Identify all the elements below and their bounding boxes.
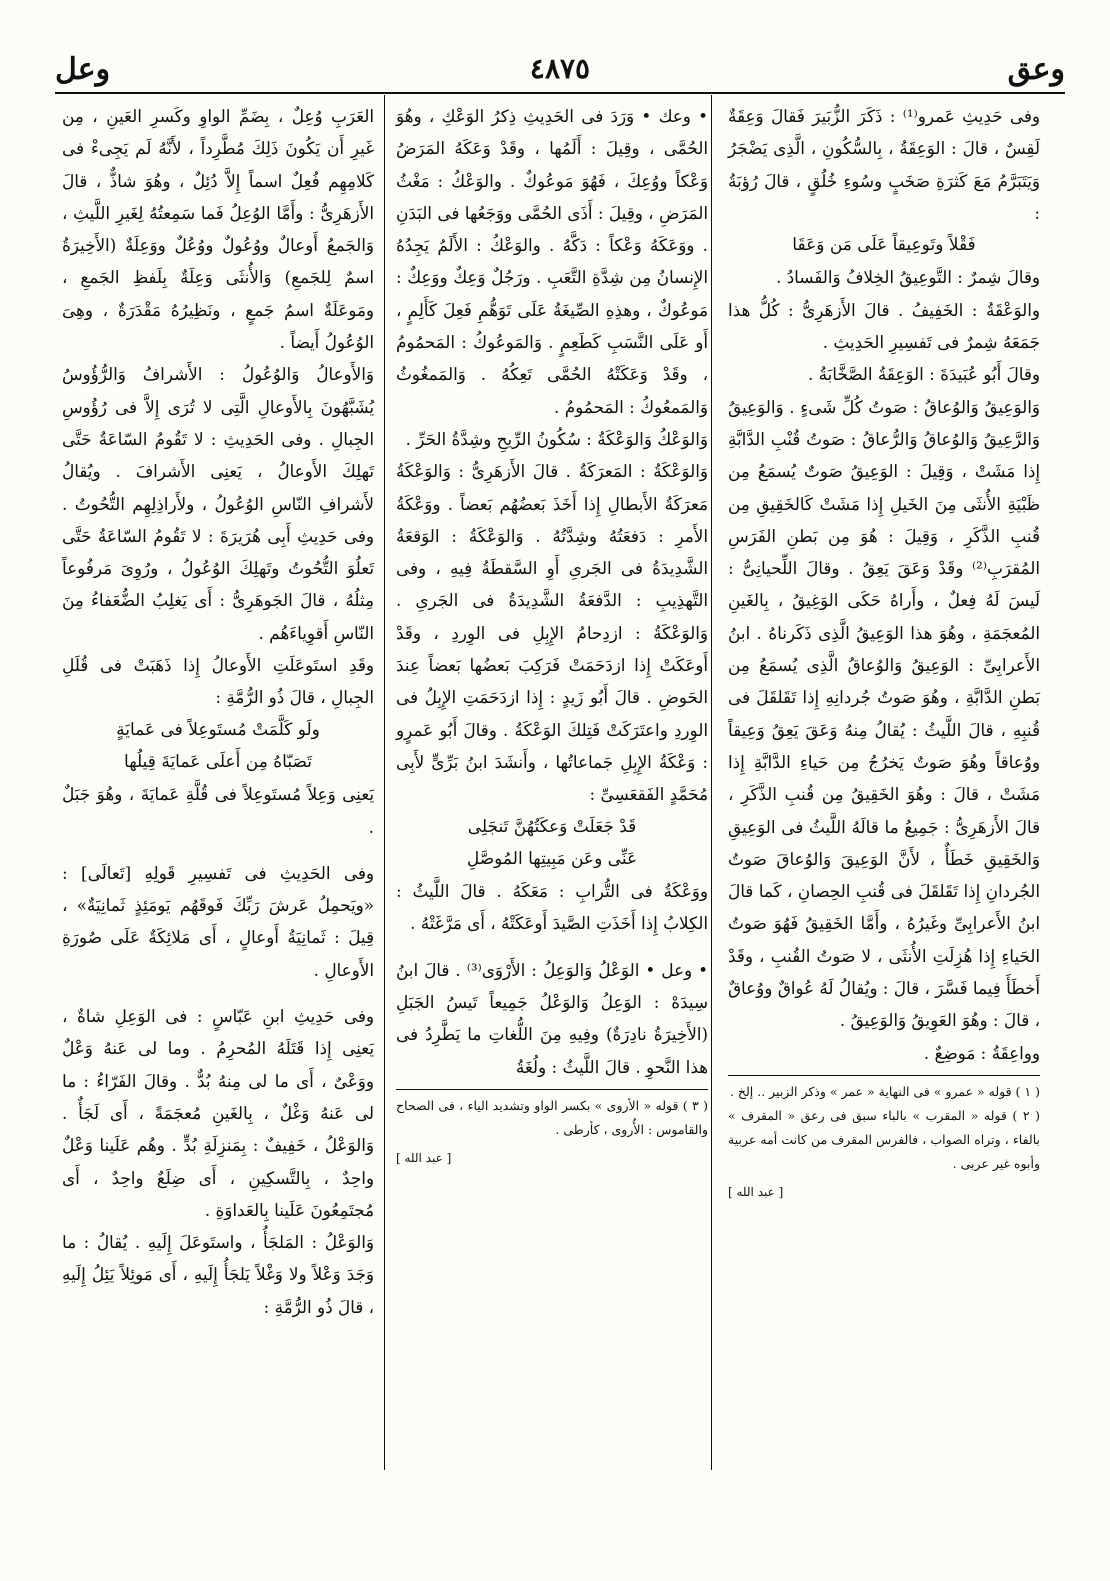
column-right bbox=[728, 100, 1040, 1208]
header-catchword-right: وعق bbox=[1007, 52, 1065, 87]
paragraph: وَالأَوعالُ وَالوُعُولُ : الأَشرافُ وَالرُّؤُوسُ يُشَبَّهُونَ بِالأَوعالِ الَّتِى لا تُرَى إِلاَّ فى رُؤُوسِ الجِبالِ . وفى الحَدِيثِ : لا تَقُومُ السّاعَةُ حَتَّى تَهلِكَ الأَوعالُ ، يَعنِى الأَشرافَ . ويُقالُ لأَشرافِ النّاسِ الوُعُولُ ، ولأَراذِلِهِم التُّحُوتُ . وفى حَدِيثِ أَبِى هُرَيرَةَ : لا تَقُومُ السّاعَةُ حَتَّى تَعلُوَ التُّحُوتُ وتَهلِكَ الوُعُولُ ، ورُوِىَ مَرفُوعاً مِثلُهُ ، قالَ الجَوهَرِىُّ : أَى يَغلِبُ الضُّعَفاءُ مِنَ النّاسِ أَقوِياءَهُم . bbox=[62, 364, 374, 643]
paragraph: وَالوَعْكَةُ : المَعرَكَةُ . قالَ الأَزهَرِىُّ : وَالوَعْكَةُ مَعرَكَةُ الأَبطالِ إِذا أَخَذَ بَعضُهُم بَعضاً . ووَعْكَةُ الأَمرِ : دَفعَتُهُ وشِدَّتُهُ . وَالوَعْكَةُ : الوَقعَةُ الشَّدِيدَةُ فى الجَرىِ أَوِ السَّقطَةُ فِيهِ ، وفى التَّهذِيبِ : الدَّفعَةُ الشَّدِيدَةُ فى الجَرىِ . وَالوَعْكَةُ : ازدِحامُ الإِبِلِ فى الوِردِ ، وقَدْ أَوعَكَتْ إِذا ازدَحَمَتْ فَرَكِبَ بَعضُها بَعضاً عِندَ الحَوضِ . قالَ أَبُو زَيدٍ : إِذا ازدَحَمَتِ الإِبِلُ فى الوِردِ واعتَرَكَتْ فَتِلكَ الوَعْكَةُ . وقالَ أَبُو عَمرٍو : وَعْكَةُ الإِبِلِ جَماعاتُها ، وأَنشَدَ ابنُ بَرِّىٍّ لأَبِى مُحَمَّدٍ الفَقعَسِىِّ : bbox=[396, 461, 708, 805]
page-header bbox=[55, 52, 1065, 92]
column-middle bbox=[396, 100, 708, 1174]
footnote: ( ٢ ) قوله « المقرب » بالباء سبق فى رعق « المقرف » بالفاء ، وتراه الصواب ، فالفرس المقرف من كانت أمه عربية وأبوه غير عربى . bbox=[728, 1107, 1040, 1171]
paragraph: • وعل • الوَعْلُ وَالوَعِلُ : الأَرْوَى⁽³⁾ . قالَ ابنُ سِيدَهْ : الوَعِلُ وَالوَعْلُ جَمِيعاً تَيسُ الجَبَلِ (الأَخِيرَةُ نادِرَةٌ) وفِيهِ مِنَ اللُّغاتِ ما يَطَّرِدُ فى هذا النَّحوِ . قالَ اللَّيثُ : ولُغَةُ bbox=[396, 959, 708, 1077]
paragraph: وقَدِ استَوعَلَتِ الأَوعالُ إِذا ذَهَبَتْ فى قُلَلِ الجِبالِ ، قالَ ذُو الرُّمَّةِ : bbox=[62, 655, 374, 708]
footnote: ( ٣ ) قوله « الأروى » بكسر الواو وتشديد الياء ، فى الصحاح والقاموس : الأُروى ، كأرطى . bbox=[396, 1097, 708, 1137]
paragraph: العَرَبِ وُعِلٌ ، بِضَمِّ الواوِ وكَسرِ العَينِ ، مِن غَيرِ أَن يَكُونَ ذَلِكَ مُطَّرِداً ، لأَنَّهُ لَم يَجِىءْ فى كَلامِهِم فُعِلٌ اسماً إِلاَّ دُئِلٌ ، وهُوَ شاذٌّ ، قالَ الأَزهَرِىُّ : وأَمَّا الوُعِلُ فَما سَمِعتُهُ لِغَيرِ اللَّيثِ ، وَالجَمعُ أَوعالٌ ووُعُولٌ ووُعُلٌ ووَعِلَةٌ (الأَخِيرَةُ اسمٌ لِلجَمعِ) وَالأُنثَى وَعِلَةٌ بِلَفظِ الجَمعِ ، ومَوعَلَةٌ اسمُ جَمعٍ ، ونَظِيرُهُ مَقْدَرَةٌ ، وهِىَ الوُعُولُ أَيضاً . bbox=[62, 106, 374, 353]
footnote-rule bbox=[728, 1075, 1040, 1076]
verse-line: فَقْلاً وتَوعِيقاً عَلَى مَن وَعَقَا bbox=[792, 235, 976, 256]
paragraph: وَالوَعِيقُ وَالوُعاقُ : صَوتُ كُلِّ شَىءٍ . وَالوَعِيقُ وَالرَّعِيقُ وَالوُعاقُ وَالرُّعاقُ : صَوتُ قُنْبِ الدَّابَّةِ إِذا مَشَتْ ، وَقِيلَ : الوَعِيقُ صَوتٌ يُسمَعُ مِن ظَبْيَةِ الأُنثَى مِنَ الخَيلِ إِذا مَشَتْ كَالخَقِيقِ مِن قُنبِ الذَّكَرِ ، وَقِيلَ : هُوَ مِن بَطنِ الفَرَسِ المُقرَبِ⁽²⁾ وقَدْ وَعَقَ يَعِقُ . وقالَ اللِّحيانِىُّ : لَيسَ لَهُ فِعلٌ ، وأَراهُ حَكَى الوَغِيقُ ، بِالغَينِ المُعجَمَةِ ، وهُوَ هذا الوَعِيقُ الَّذِى ذَكَرناهُ . ابنُ الأَعرابِىِّ : الوَعِيقُ وَالوُعاقُ الَّذِى يُسمَعُ مِن بَطنِ الدَّابَّةِ ، وهُوَ صَوتُ جُردانِهِ إِذا تَقَلقَلَ فى قُنبِهِ ، قالَ اللَّيثُ : يُقالُ مِنهُ وَعَقَ يَعِقُ وَعِيقاً ووُعاقاً وهُوَ صَوتٌ يَخرُجُ مِن حَياءِ الدَّابَّةِ إِذا مَشَتْ ، قالَ : وهُوَ الخَقِيقُ مِن قُنبِ الذَّكَرِ ، قالَ الأَزهَرِىُّ : جَمِيعُ ما قالَهُ اللَّيثُ فى الوَعِيقِ وَالخَقِيقِ خَطَأٌ ، لأَنَّ الوَعِيقَ وَالوُعاقَ صَوتُ الجُردانِ إِذا تَقَلقَلَ فى قُنبِ الحِصانِ ، كَما قالَ ابنُ الأَعرابِىِّ وغَيرُهُ ، وأَمَّا الخَقِيقُ فَهُوَ صَوتُ الحَياءِ إِذا هُزِلَتِ الأُنثَى ، لا صَوتُ القُنبِ ، وقَدْ أَخطَأَ فِيما فَسَّرَ ، قالَ : ويُقالُ لَهُ عُواقٌ ووُعاقٌ ، قالَ : وهُوَ العَوِيقُ وَالوَعِيقُ . bbox=[728, 396, 1040, 1031]
header-rule bbox=[55, 92, 1065, 94]
column-divider-right bbox=[711, 95, 712, 1470]
paragraph: وواعِقَةُ : مَوضِعٌ . bbox=[923, 1042, 1040, 1063]
column-divider-left bbox=[384, 95, 385, 1470]
paragraph: وقالَ أَبُو عُبَيدَةَ : الوَعِقَةُ الصَّخَّابَةُ . bbox=[807, 364, 1040, 385]
verse-line: تَصَبّاهُ مِن أَعلَى عَمايَةَ قِيلُها bbox=[124, 751, 312, 772]
paragraph: وَالوَعْلُ : المَلجَأُ ، واستَوعَلَ إِلَيهِ . يُقالُ : ما وَجَدَ وَعْلاً ولا وَغْلاً يَلجَأُ إِلَيهِ ، أَى مَوئِلاً يَئِلُ إِلَيهِ ، قالَ ذُو الرُّمَّةِ : bbox=[62, 1232, 374, 1317]
paragraph: وفى الحَدِيثِ فى تَفسِيرِ قَولِهِ [تَعالَى] : «ويَحمِلُ عَرشَ رَبِّكَ فَوقَهُم يَومَئِذٍ ثَمانِيَةٌ» ، قِيلَ : ثَمانِيَةُ أَوعالٍ ، أَى مَلائِكَةٌ عَلَى صُورَةِ الأَوعالِ . bbox=[62, 862, 374, 980]
header-catchword-left: وعل bbox=[55, 52, 111, 87]
footnote: ( ١ ) قوله « عمرو » فى النهاية « عمر » وذكر الزبير .. إلخ . bbox=[729, 1083, 1040, 1099]
footnote-signature: [ عبد الله ] bbox=[728, 1184, 784, 1199]
paragraph: وقالَ شِمرٌ : التَّوعِيقُ الخِلافُ وَالفَسادُ . bbox=[776, 267, 1040, 288]
verse-line: ولَو كَلَّمَتْ مُستَوعِلاً فى عَمايَةٍ bbox=[116, 719, 320, 740]
paragraph: وفى حَدِيثِ ابنِ عَبّاسٍ : فى الوَعِلِ شاةٌ ، يَعنِى إِذا قَتَلَهُ المُحرِمُ . وما لى عَنهُ وَعْلٌ ووَعْىٌ ، أَى ما لى مِنهُ بُدٌّ . وقالَ الفَرّاءُ : ما لى عَنهُ وَغْلٌ ، بِالغَينِ مُعجَمَةً ، أَى لَجَأٌ . وَالوَعْلُ ، خَفِيفٌ : بِمَنزِلَةِ بُدٍّ . وهُم عَلَينا وَعْلٌ واحِدٌ ، بِالتَّسكِينِ ، أَى ضِلَعٌ واحِدٌ ، أَى مُجتَمِعُونَ عَلَينا بِالعَداوَةِ . bbox=[62, 1006, 374, 1220]
paragraph: وفى حَدِيثِ عَمرو⁽¹⁾ : ذَكَرَ الزُّبَيرَ فَقالَ وَعِقَةٌ لَقِسٌ ، قالَ : الوَعِقَةُ ، بِالسُّكُونِ ، الَّذِى يَضْجَرُ وَيَتَبَرَّمُ مَعَ كَثرَةِ صَخَبٍ وسُوءِ خُلُقٍ ، قالَ رُؤبَةُ : bbox=[728, 106, 1040, 223]
paragraph: • وعك • وَرَدَ فى الحَدِيثِ ذِكرُ الوَعْكِ ، وهُوَ الحُمَّى ، وقِيلَ : أَلَمُها ، وقَدْ وَعَكَهُ المَرَضُ وَعْكاً ووُعِكَ ، فَهُوَ مَوعُوكٌ . والوَعْكُ : مَغْثُ المَرَضِ ، وقِيلَ : أَذَى الحُمَّى ووَجَعُها فى البَدَنِ . ووَعَكَهُ وَعْكاً : دَكَّهُ . والوَعْكُ : الأَلَمُ يَجِدُهُ الإِنسانُ مِن شِدَّةِ التَّعَبِ . ورَجُلٌ وَعِكٌ ووَعِكٌ : مَوعُوكٌ ، وهذِهِ الصِّيغَةُ عَلَى تَوَهُّمِ فَعِلَ كَأَلِمٍ ، أَو عَلَى النَّسَبِ كَطَعِمٍ . وَالمَوعُوكُ : المَحمُومُ ، وقَدْ وَعَكَتْهُ الحُمَّى تَعِكُهُ . وَالمَمغُوثُ وَالمَمعُوكُ : المَحمُومُ . bbox=[396, 106, 708, 417]
page-number: ٤٨٧٥ bbox=[529, 52, 591, 85]
paragraph: ووَعْكَةُ فى التُّرابِ : مَعَكَهُ . قالَ اللَّيثُ : الكِلابُ إِذا أَخَذَتِ الصَّيدَ أَوعَكَتْهُ ، أَى مَرَّغَتْهُ . bbox=[396, 881, 708, 934]
verse-line: عَنِّى وعَن مَبِيتِها المُوصَّلِ bbox=[466, 848, 638, 869]
verse-line: قَدْ جَعَلَتْ وَعكَتُهُنَّ تَنجَلِى bbox=[467, 816, 637, 837]
paragraph: والوَعْقَةُ : الخَفِيفُ . قالَ الأَزهَرِىُّ : كُلُّ هذا جَمَعَهُ شِمرٌ فى تَفسِيرِ الحَدِيثِ . bbox=[728, 299, 1040, 353]
footnote-rule bbox=[396, 1089, 708, 1090]
paragraph: وَالوَعْكُ وَالوَعْكَةُ : سُكُونُ الرِّيحِ وشِدَّةُ الحَرِّ . bbox=[405, 428, 708, 449]
paragraph: يَعنِى وَعِلاً مُستَوعِلاً فى قُلَّةِ عَمايَةَ ، وهُوَ جَبَلٌ . bbox=[62, 784, 374, 837]
column-left bbox=[62, 100, 374, 1323]
footnote-signature: [ عبد الله ] bbox=[396, 1150, 452, 1165]
